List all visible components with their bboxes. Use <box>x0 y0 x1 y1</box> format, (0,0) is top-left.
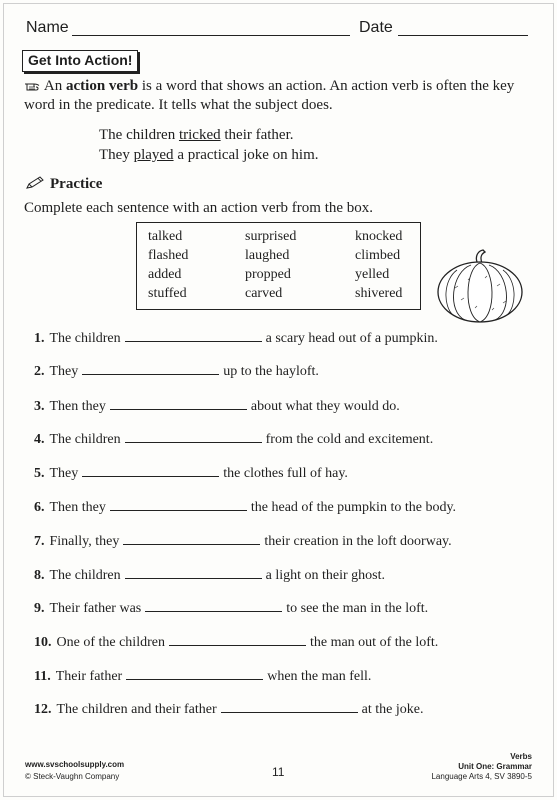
question-text-after: the clothes full of hay. <box>223 466 348 481</box>
question-number: 4. <box>34 432 45 447</box>
question-text-before: The children <box>49 568 121 583</box>
question-text-after: from the cold and excitement. <box>265 432 434 447</box>
example-sentence-2 <box>99 146 319 165</box>
question-text-after: at the joke. <box>361 702 424 717</box>
question-number: 3. <box>34 399 45 414</box>
answer-blank[interactable] <box>123 531 260 545</box>
example-1-after: their father. <box>220 127 294 143</box>
word-box-word: climbed <box>355 248 401 263</box>
word-box-word: shivered <box>355 286 403 301</box>
question-number: 8. <box>34 568 45 583</box>
question-text-after: a light on their ghost. <box>265 568 386 583</box>
question-9 <box>34 598 428 618</box>
question-number: 11. <box>34 669 51 684</box>
footer-copyright: © Steck-Vaughn Company <box>25 772 120 781</box>
question-text-before: They <box>49 466 79 481</box>
word-box <box>136 222 421 310</box>
question-8 <box>34 565 385 585</box>
answer-blank[interactable] <box>82 463 219 477</box>
question-6 <box>34 497 456 517</box>
question-3 <box>34 396 400 416</box>
question-10 <box>34 632 438 652</box>
question-text-after: the head of the pumpkin to the body. <box>250 500 457 515</box>
question-text-before: Then they <box>49 500 106 515</box>
question-text-before: They <box>49 364 79 379</box>
question-number: 5. <box>34 466 45 481</box>
answer-blank[interactable] <box>110 497 247 511</box>
question-number: 12. <box>34 702 52 717</box>
example-2-verb: played <box>133 147 174 163</box>
answer-blank[interactable] <box>110 396 247 410</box>
question-1 <box>34 328 438 348</box>
answer-blank[interactable] <box>125 429 262 443</box>
page-number: 11 <box>272 765 285 779</box>
date-label: Date <box>359 19 393 36</box>
word-box-word: carved <box>245 286 283 301</box>
question-text-before: One of the children <box>56 635 165 650</box>
pencil-icon <box>25 176 45 195</box>
section-title: Get Into Action! <box>28 52 133 68</box>
word-box-word: yelled <box>355 267 390 282</box>
intro-paragraph <box>24 77 544 98</box>
footer-topic: Verbs <box>510 752 532 761</box>
question-text-before: Their father was <box>49 601 142 616</box>
intro-part2: is a word that shows an action. An action verb is often the key <box>138 78 515 94</box>
question-text-before: The children <box>49 331 121 346</box>
name-line[interactable] <box>72 35 350 36</box>
footer-product: Language Arts 4, SV 3890-5 <box>431 772 532 781</box>
answer-blank[interactable] <box>221 699 358 713</box>
intro-keyword: action verb <box>66 78 139 94</box>
question-7 <box>34 531 452 551</box>
answer-blank[interactable] <box>125 328 262 342</box>
question-text-before: Then they <box>49 399 106 414</box>
footer-url: www.svschoolsupply.com <box>25 760 125 769</box>
name-label: Name <box>26 19 69 36</box>
example-2-before: They <box>99 147 134 163</box>
date-line[interactable] <box>398 35 528 36</box>
word-box-word: flashed <box>148 248 189 263</box>
question-number: 2. <box>34 364 45 379</box>
question-text-after: up to the hayloft. <box>223 364 319 379</box>
question-text-before: Finally, they <box>49 534 120 549</box>
question-text-before: Their father <box>55 669 123 684</box>
practice-heading: Practice <box>50 176 103 192</box>
footer-unit: Unit One: Grammar <box>458 762 532 771</box>
question-text-after: their creation in the loft doorway. <box>264 534 452 549</box>
intro-line2: word in the predicate. It tells what the subject does. <box>24 97 333 113</box>
question-number: 10. <box>34 635 52 650</box>
question-text-after: when the man fell. <box>267 669 372 684</box>
question-text-after: the man out of the loft. <box>309 635 439 650</box>
word-box-word: added <box>148 267 182 282</box>
question-5 <box>34 463 348 483</box>
question-number: 6. <box>34 500 45 515</box>
practice-instruction: Complete each sentence with an action verb from the box. <box>24 200 374 216</box>
answer-blank[interactable] <box>126 666 263 680</box>
answer-blank[interactable] <box>82 361 219 375</box>
question-text-before: The children and their father <box>56 702 217 717</box>
question-12 <box>34 699 423 719</box>
word-box-word: surprised <box>245 229 297 244</box>
answer-blank[interactable] <box>169 632 306 646</box>
pumpkin-illustration <box>435 248 525 331</box>
example-1-verb: tricked <box>178 127 221 143</box>
question-text-before: The children <box>49 432 121 447</box>
example-2-after: a practical joke on him. <box>173 147 319 163</box>
word-box-word: propped <box>245 267 291 282</box>
question-text-after: to see the man in the loft. <box>286 601 429 616</box>
question-2 <box>34 361 319 381</box>
question-text-after: about what they would do. <box>250 399 400 414</box>
question-text-after: a scary head out of a pumpkin. <box>265 331 438 346</box>
section-title-badge <box>22 50 138 72</box>
question-number: 9. <box>34 601 45 616</box>
question-number: 1. <box>34 331 45 346</box>
answer-blank[interactable] <box>145 598 282 612</box>
question-11 <box>34 666 371 686</box>
example-sentence-1 <box>99 126 294 145</box>
intro-part1: An <box>41 78 67 94</box>
question-number: 7. <box>34 534 45 549</box>
question-4 <box>34 429 433 449</box>
word-box-word: laughed <box>245 248 290 263</box>
example-1-before: The children <box>99 127 179 143</box>
word-box-word: stuffed <box>148 286 187 301</box>
word-box-word: talked <box>148 229 183 244</box>
word-box-word: knocked <box>355 229 403 244</box>
answer-blank[interactable] <box>125 565 262 579</box>
